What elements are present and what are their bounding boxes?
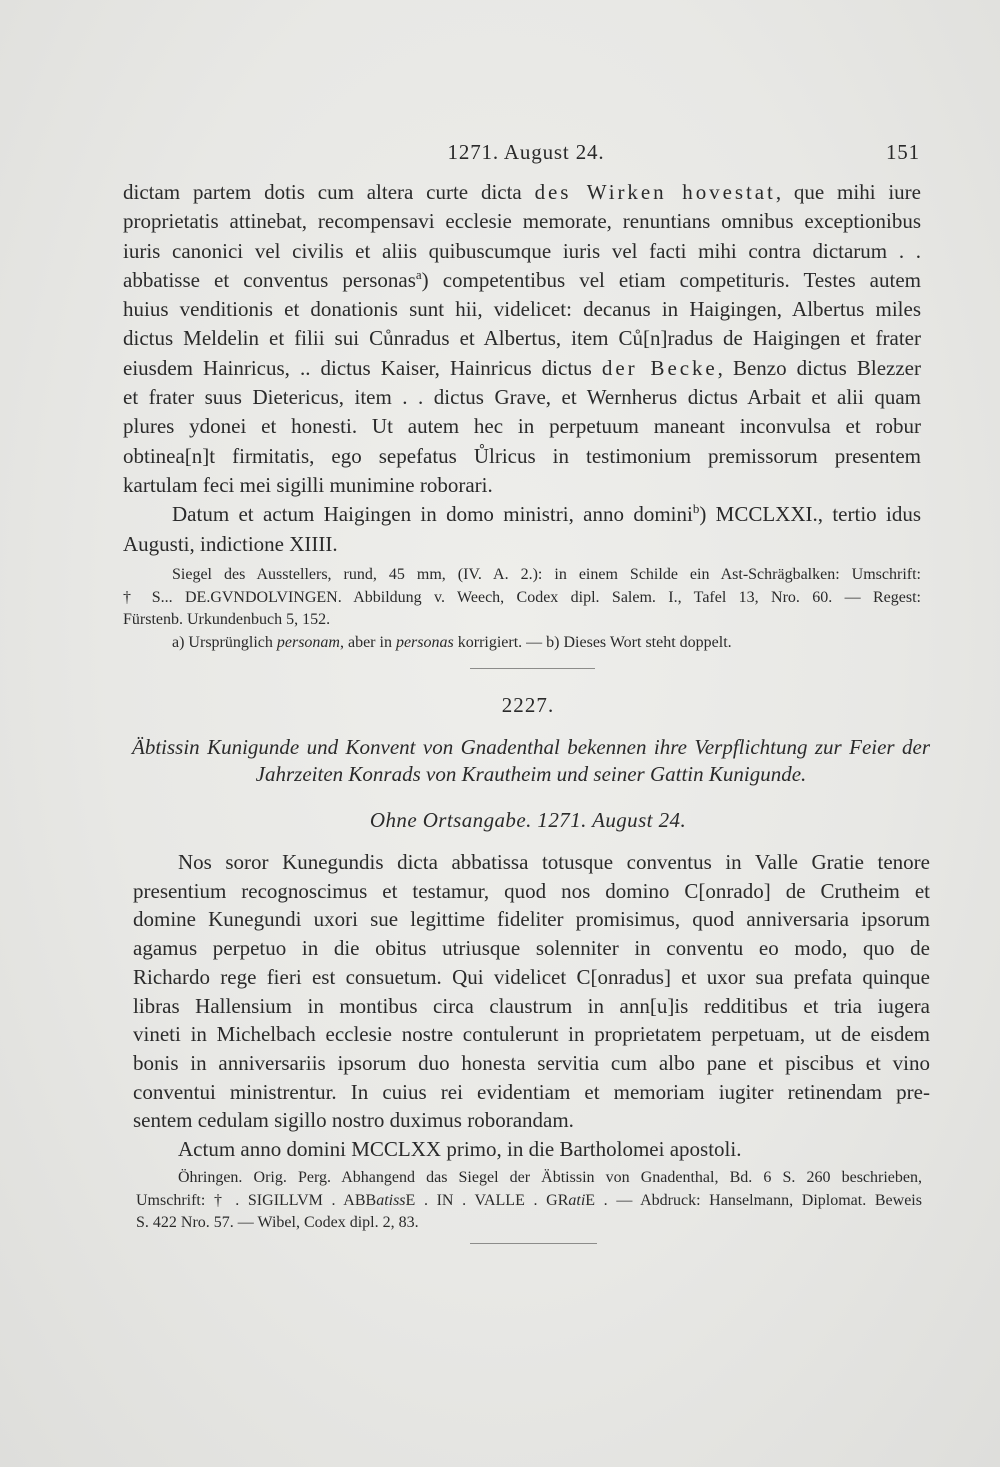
text-line — [123, 237, 921, 266]
expanded-abbreviation: ati — [568, 1191, 586, 1209]
text-line — [123, 412, 921, 441]
text-line: bonis in anniversariis ipsorum duo honesta servitia cum albo pane et piscibus et vino — [133, 1050, 930, 1075]
charter-2226-text — [123, 178, 921, 559]
text-segment: Öhringen. Orig. Perg. Abhangend das Siegel der Äbtissin von Gnadenthal, Bd. 6 S. 260 beschrieben, — [178, 1169, 922, 1186]
section-divider — [470, 1243, 597, 1244]
text-line: sentem cedulam sigillo nostro duximus roborandam. — [133, 1108, 574, 1133]
text-segment: , Benzo dictus Blezzer — [717, 355, 921, 380]
text-line: Nos soror Kunegundis dicta abbatissa totusque conventus in Valle Gratie tenore — [178, 850, 930, 874]
text-segment: abbatisse et conventus personas — [123, 267, 416, 292]
text-segment: eiusdem Hainricus, .. dictus Kaiser, Hainricus dictus — [123, 355, 602, 380]
note-line: Fürstenb. Urkundenbuch 5, 152. — [123, 611, 331, 629]
text-line — [123, 295, 921, 324]
charter-2227-text — [133, 848, 930, 1164]
text-segment: E . IN . VALLE . GR — [405, 1191, 569, 1209]
spaced-vernacular-term: der Becke — [601, 355, 718, 380]
text-segment: E . — Abdruck: Hanselmann, Diplomat. Beweis — [585, 1191, 922, 1209]
text-segment: kartulam feci mei sigilli munimine roborari. — [123, 472, 493, 497]
regest-line: Äbtissin Kunigunde und Konvent von Gnadenthal bekennen ihre Verpflichtung zur Feier der — [132, 735, 930, 759]
text-line — [123, 266, 921, 295]
text-line: vineti in Michelbach ecclesie nostre contulerunt in proprietatem perpetuam, ut de eisdem — [133, 1022, 930, 1047]
text-segment: a) Ursprünglich — [172, 634, 277, 652]
charter-2227-notes — [136, 1167, 922, 1235]
text-segment: , aber in — [339, 634, 396, 652]
text-line: domine Kunegundi uxori sue legittime fideliter promisimus, quod anniversaria ipsorum — [133, 907, 930, 932]
text-segment: ) competentibus vel etiam competituris. Testes autem — [421, 267, 921, 292]
regest-line: Jahrzeiten Konrads von Krautheim und seiner Gattin Kunigunde. — [255, 762, 807, 786]
text-segment: iuris canonici vel civilis et aliis quibuscumque iuris vel facti mihi contra dictarum . . — [123, 238, 921, 263]
page-number: 151 — [885, 140, 920, 164]
italic-term: personam — [276, 634, 340, 652]
footnote-marker: b — [692, 501, 700, 517]
text-line — [123, 178, 921, 207]
text-line — [123, 530, 921, 559]
text-segment: S. 422 Nro. 57. — Wibel, Codex dipl. 2, 83. — [136, 1214, 419, 1231]
text-line — [123, 207, 921, 236]
text-line — [123, 324, 921, 353]
text-line: presentium recognoscimus et testamur, quod nos domino C[onrado] de Crutheim et — [133, 878, 930, 903]
text-line — [123, 500, 921, 529]
expanded-abbreviation: atiss — [376, 1191, 406, 1209]
text-segment: korrigiert. — b) Dieses Wort steht doppelt. — [453, 634, 732, 652]
text-segment: dictam partem dotis cum altera curte dicta — [123, 180, 535, 204]
place-date-line: Ohne Ortsangabe. 1271. August 24. — [369, 808, 687, 832]
text-line: agamus perpetuo in die obitus utriusque solenniter in conventu eo modo, quo de — [133, 936, 930, 961]
note-line: † S... DE.GVNDOLVINGEN. Abbildung v. Weech, Codex dipl. Salem. I., Tafel 13, Nro. 60. — Regest: — [123, 588, 921, 606]
text-segment: , que mihi iure — [775, 180, 921, 204]
charter-number: 2227. — [501, 693, 555, 717]
spaced-vernacular-term: des Wirken hovestat — [534, 180, 776, 204]
text-line: conventui ministrentur. In cuius rei evidentiam et memoriam iugiter retinendam pre- — [133, 1079, 930, 1104]
note-line — [136, 1212, 922, 1235]
text-line: Actum anno domini MCCLXX primo, in die Bartholomei apostoli. — [178, 1137, 742, 1162]
text-segment: dictus Meldelin et filii sui Cůnradus et Albertus, item Ců[n]radus de Haigingen et frater — [123, 326, 921, 351]
text-segment: huius venditionis et donationis sunt hii, videlicet: decanus in Haigingen, Albertus miles — [123, 297, 921, 322]
text-line — [123, 354, 921, 383]
note-line: Siegel des Ausstellers, rund, 45 mm, (IV. A. 2.): in einem Schilde ein Ast-Schrägbalken: Umschrift: — [172, 566, 921, 583]
text-line — [123, 471, 921, 500]
text-segment: ) MCCLXXI., tertio idus — [699, 502, 921, 527]
text-line — [123, 383, 921, 412]
italic-term: personas — [395, 634, 454, 652]
text-segment: Datum et actum Haigingen in domo ministri, anno domini — [172, 502, 693, 527]
text-segment: et frater suus Dietericus, item . . dictus Grave, et Wernherus dictus Arbait et alii quam — [123, 385, 921, 410]
section-divider — [470, 668, 595, 669]
text-segment: plures ydonei et honesti. Ut autem hec in perpetuum maneant inconvulsa et robur — [123, 414, 921, 439]
charter-2226-notes — [123, 564, 921, 655]
text-line — [123, 442, 921, 471]
text-line: Richardo rege fieri est consuetum. Qui videlicet C[onradus] et uxor sua prefata quinque — [133, 964, 930, 989]
regest-title — [132, 734, 930, 788]
footnote-marker: a — [415, 266, 422, 282]
text-segment: proprietatis attinebat, recompensavi ecclesie memorate, renuntians omnibus exceptionibus — [123, 209, 921, 234]
note-line — [136, 1167, 922, 1190]
text-segment: Augusti, indictione XIIII. — [123, 531, 338, 556]
text-line: libras Hallensium in montibus circa claustrum in ann[u]is redditibus et tria iugera — [133, 993, 930, 1018]
text-segment: obtinea[n]t firmitatis, ego sepefatus Ůlricus in testimonium premissorum presentem — [123, 443, 921, 468]
text-segment: Umschrift: † . SIGILLVM . ABB — [136, 1191, 377, 1209]
note-line — [136, 1190, 922, 1213]
footnote-line — [123, 632, 921, 655]
running-title: 1271. August 24. — [447, 140, 605, 164]
